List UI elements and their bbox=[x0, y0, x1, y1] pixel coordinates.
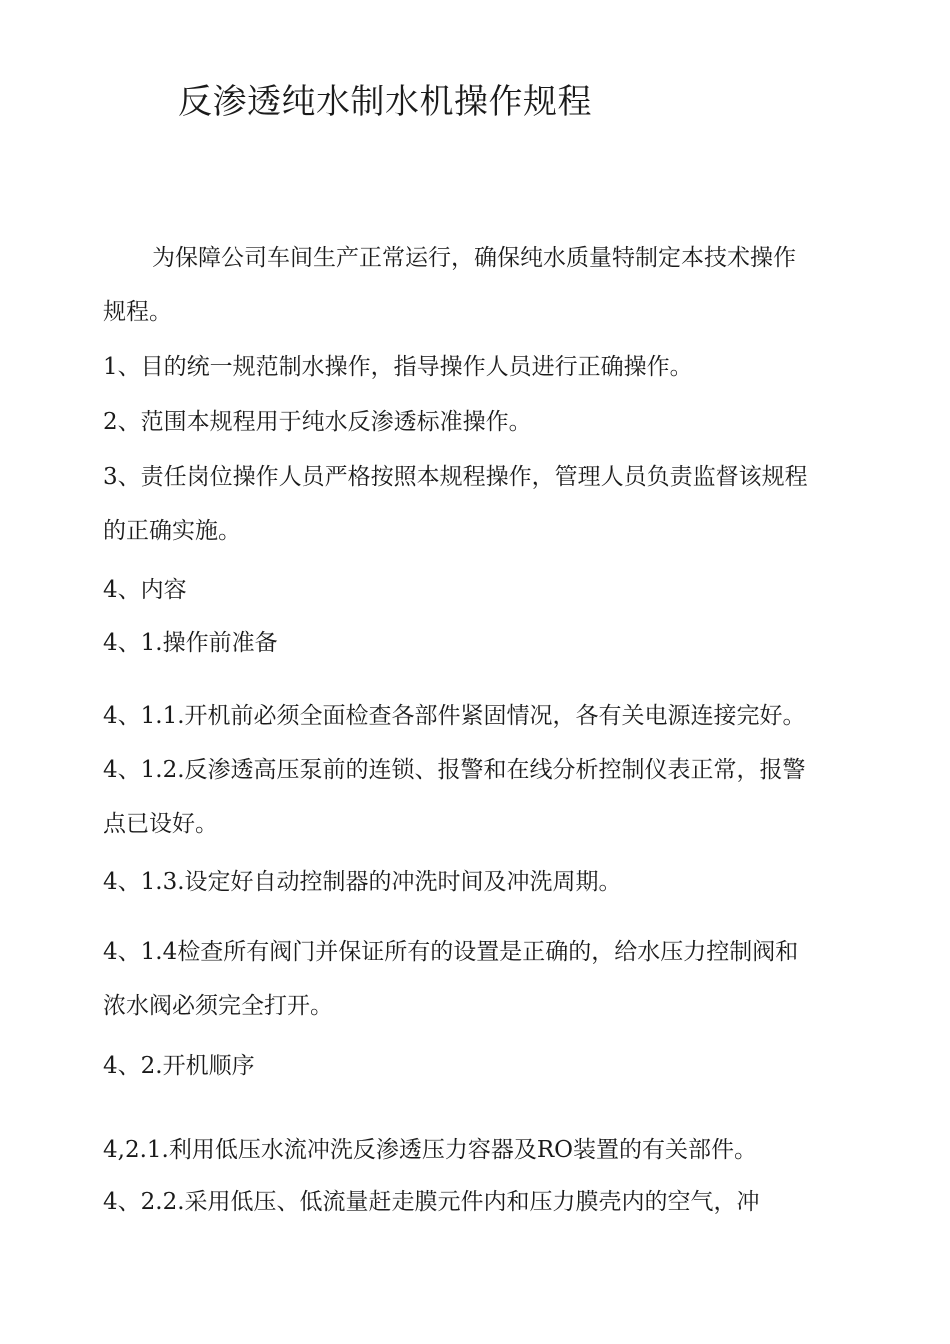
section-4-1-1: 4、1.1.开机前必须全面检查各部件紧固情况，各有关电源连接完好。 bbox=[103, 703, 806, 729]
section-4-1-3: 4、1.3.设定好自动控制器的冲洗时间及冲洗周期。 bbox=[103, 869, 622, 895]
section-2-scope: 2、范围本规程用于纯水反渗透标准操作。 bbox=[103, 409, 532, 435]
section-4-1-4-line-2: 浓水阀必须完全打开。 bbox=[103, 993, 333, 1019]
intro-line-1: 为保障公司车间生产正常运行，确保纯水质量特制定本技术操作 bbox=[152, 245, 796, 271]
section-4-2-heading: 4、2.开机顺序 bbox=[103, 1053, 255, 1079]
section-1-purpose: 1、目的统一规范制水操作，指导操作人员进行正确操作。 bbox=[103, 354, 693, 380]
intro-line-2: 规程。 bbox=[103, 299, 172, 325]
section-4-content: 4、内容 bbox=[103, 577, 187, 603]
section-4-2-2-line-1: 4、2.2.采用低压、低流量赶走膜元件内和压力膜壳内的空气，冲 bbox=[103, 1189, 760, 1215]
section-4-2-1: 4,2.1.利用低压水流冲洗反渗透压力容器及RO装置的有关部件。 bbox=[103, 1137, 758, 1163]
section-4-1-heading: 4、1.操作前准备 bbox=[103, 630, 278, 656]
document-title: 反渗透纯水制水机操作规程 bbox=[178, 82, 592, 122]
section-4-1-2-line-1: 4、1.2.反渗透高压泵前的连锁、报警和在线分析控制仪表正常，报警 bbox=[103, 757, 806, 783]
section-3-responsibility-line-1: 3、责任岗位操作人员严格按照本规程操作，管理人员负责监督该规程 bbox=[103, 464, 808, 490]
section-4-1-4-line-1: 4、1.4检查所有阀门并保证所有的设置是正确的，给水压力控制阀和 bbox=[103, 939, 799, 965]
section-4-1-2-line-2: 点已设好。 bbox=[103, 811, 218, 837]
section-3-responsibility-line-2: 的正确实施。 bbox=[103, 518, 241, 544]
